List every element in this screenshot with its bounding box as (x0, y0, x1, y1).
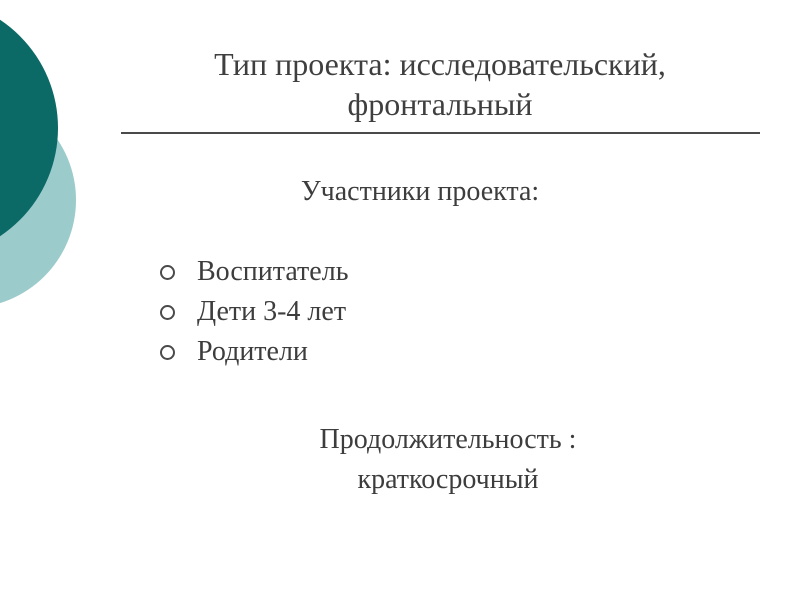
duration-value: краткосрочный (357, 464, 539, 495)
participants-list (160, 252, 348, 372)
participants-heading: Участники проекта: (300, 176, 540, 207)
list-item (160, 252, 348, 292)
circle-bullet-icon (160, 305, 175, 320)
list-item (160, 332, 348, 372)
title-divider (121, 132, 760, 134)
list-item (160, 292, 348, 332)
participant-label: Воспитатель (197, 256, 349, 287)
participant-label: Родители (197, 336, 308, 367)
circle-bullet-icon (160, 265, 175, 280)
duration-label: Продолжительность : (319, 424, 577, 455)
title-line-2: фронтальный (347, 86, 533, 122)
circle-bullet-icon (160, 345, 175, 360)
duration-block (148, 420, 748, 500)
participant-label: Дети 3-4 лет (197, 296, 347, 327)
title-line-1: Тип проекта: исследовательский, (214, 46, 666, 82)
slide-title (120, 44, 760, 124)
